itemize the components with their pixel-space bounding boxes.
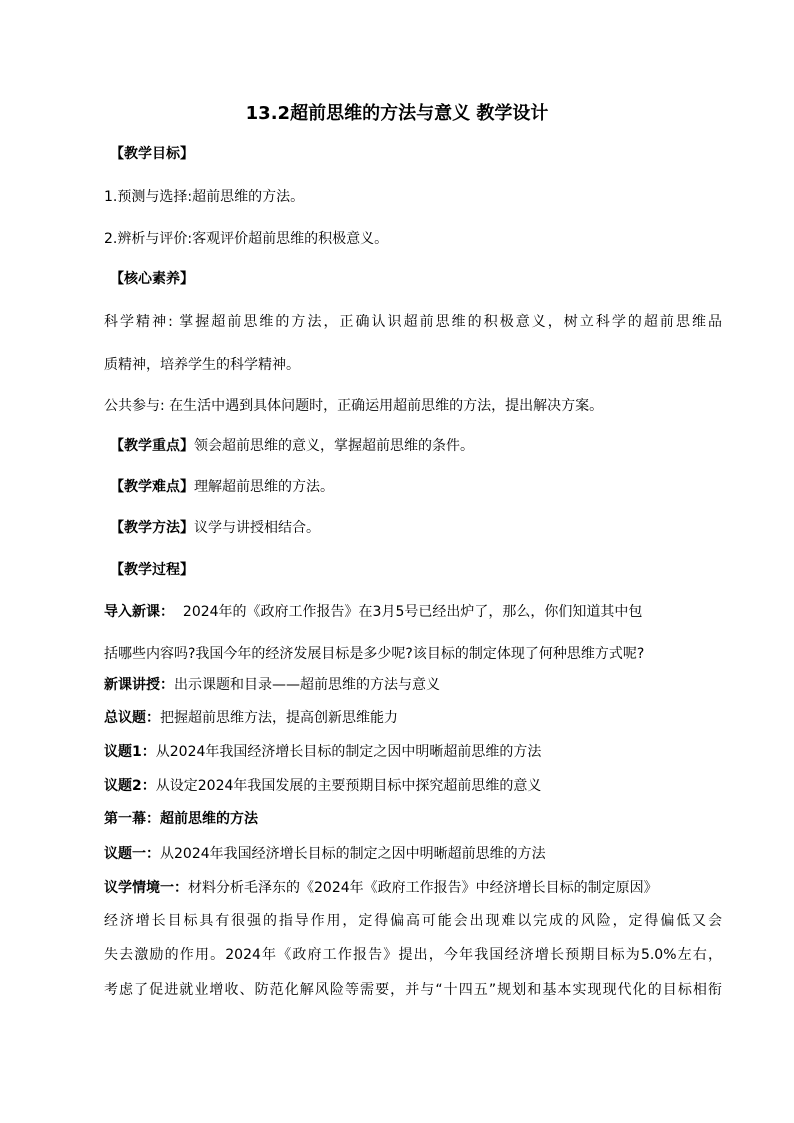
intro-line-2: 括哪些内容吗?我国今年的经济发展目标是多少呢?该目标的制定体现了何种思维方式呢? — [104, 646, 645, 662]
intro-text: 2024年的《政府工作报告》在3月5号已经出炉了，那么，你们知道其中包 — [182, 604, 643, 620]
new-lesson — [104, 675, 724, 695]
key-points-label: 【教学重点】 — [110, 438, 194, 454]
method-text: 议学与讲授相结合。 — [194, 520, 320, 536]
method-label: 【教学方法】 — [110, 520, 194, 536]
topic-1 — [104, 742, 724, 762]
document-title: 13.2超前思维的方法与意义 教学设计 — [245, 103, 549, 124]
scene-one-label: 议学情境一： — [104, 880, 188, 896]
scene-one-text: 材料分析毛泽东的《2024年《政府工作报告》中经济增长目标的制定原因》 — [188, 880, 658, 896]
difficulties-label: 【教学难点】 — [110, 479, 194, 495]
difficulties-text: 理解超前思维的方法。 — [194, 479, 334, 495]
goal-item-2: 2.辨析与评价:客观评价超前思维的积极意义。 — [104, 231, 389, 247]
heading-teaching-process: 【教学过程】 — [110, 562, 194, 578]
act-one-heading: 第一幕：超前思维的方法 — [104, 811, 258, 827]
topic-1-label: 议题1： — [104, 744, 156, 760]
core-science-line-1: 科学精神: 掌握超前思维的方法，正确认识超前思维的积极意义，树立科学的超前思维品 — [104, 314, 722, 330]
topic-1-text: 从2024年我国经济增长目标的制定之因中明晰超前思维的方法 — [155, 744, 542, 760]
teaching-difficulties — [110, 477, 730, 497]
total-topic — [104, 708, 724, 728]
core-participation: 公共参与: 在生活中遇到具体问题时，正确运用超前思维的方法，提出解决方案。 — [104, 398, 604, 414]
intro-label: 导入新课： — [104, 604, 174, 620]
teaching-method — [110, 518, 730, 538]
material-line-2: 失去激励的作用。2024年《政府工作报告》提出，今年我国经济增长预期目标为5.0%左右， — [104, 947, 722, 963]
topic-2 — [104, 776, 724, 796]
total-topic-text: 把握超前思维方法，提高创新思维能力 — [160, 710, 398, 726]
topic-2-text: 从设定2024年我国发展的主要预期目标中探究超前思维的意义 — [155, 778, 542, 794]
new-lesson-text: 出示课题和目录——超前思维的方法与意义 — [174, 677, 440, 693]
key-points-text: 领会超前思维的意义，掌握超前思维的条件。 — [194, 438, 474, 454]
teaching-key-points — [110, 436, 730, 456]
material-line-3: 考虑了促进就业增收、防范化解风险等需要，并与“十四五”规划和基本实现现代化的目标相衔 — [104, 982, 722, 998]
topic-one-label: 议题一： — [104, 846, 160, 862]
total-topic-label: 总议题： — [104, 710, 160, 726]
core-science-line-2: 质精神，培养学生的科学精神。 — [104, 357, 300, 373]
heading-teaching-goals: 【教学目标】 — [110, 146, 194, 162]
intro-line-1 — [104, 602, 724, 622]
heading-core-literacy: 【核心素养】 — [110, 271, 194, 287]
topic-one-text: 从2024年我国经济增长目标的制定之因中明晰超前思维的方法 — [160, 846, 546, 862]
new-lesson-label: 新课讲授： — [104, 677, 174, 693]
topic-2-label: 议题2： — [104, 778, 156, 794]
goal-item-1: 1.预测与选择:超前思维的方法。 — [104, 189, 305, 205]
topic-one — [104, 844, 724, 864]
material-line-1: 经济增长目标具有很强的指导作用，定得偏高可能会出现难以完成的风险，定得偏低又会 — [104, 913, 722, 929]
scene-one — [104, 878, 726, 898]
